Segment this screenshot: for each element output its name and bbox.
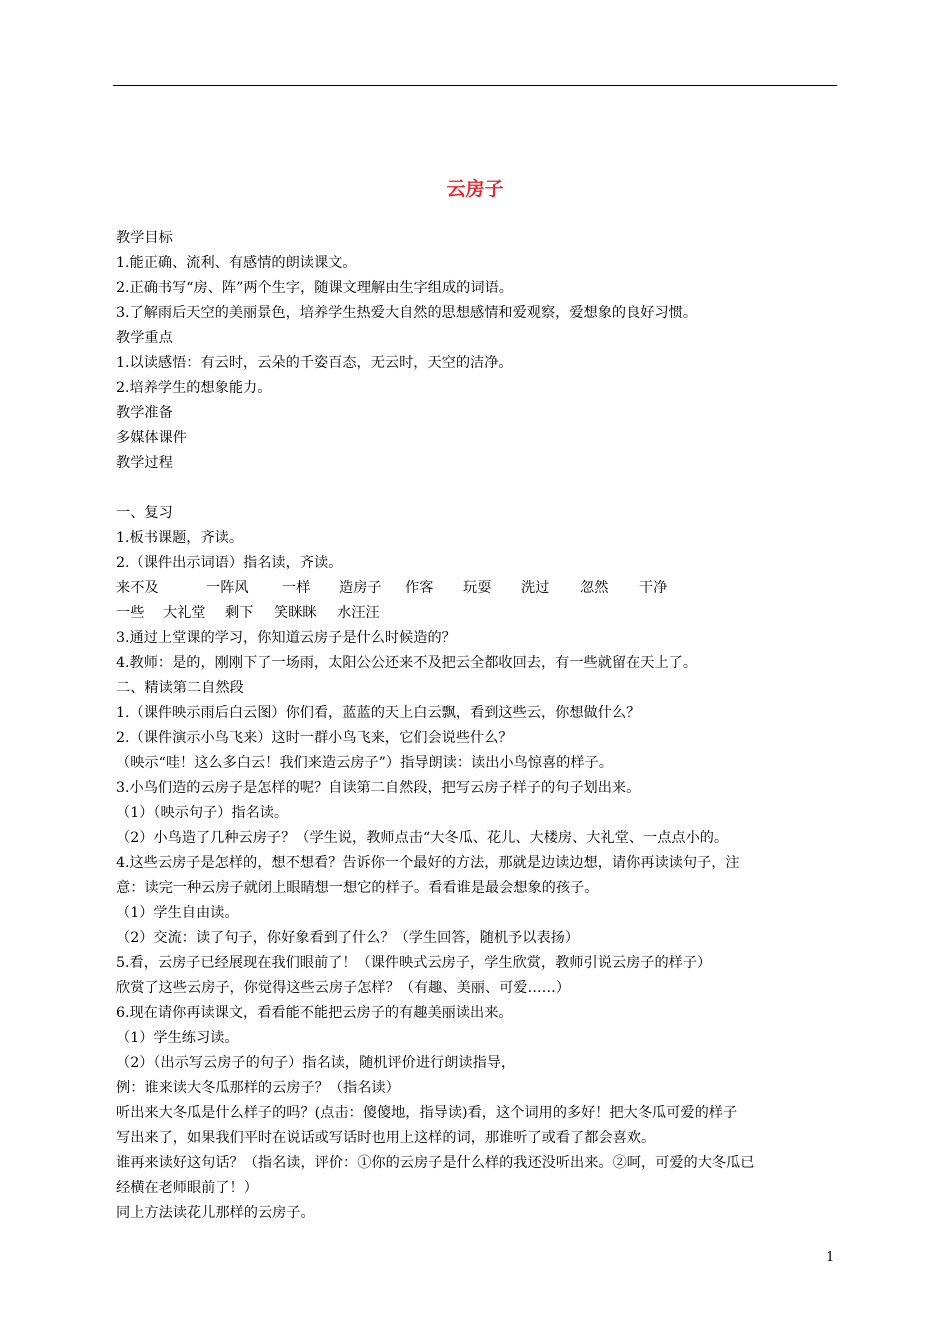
reading-line: 4.这些云房子是怎样的，想不想看？告诉你一个最好的方法，那就是边读边想，请你再读读句子，注 <box>116 855 740 871</box>
vocab-word: 一些 <box>116 605 145 621</box>
reading-line: 谁再来读好这句话？（指名读，评价：①你的云房子是什么样的我还没听出来。②呵，可爱的大冬瓜已 <box>116 1155 755 1171</box>
vocab-word: 来不及 <box>116 580 159 596</box>
reading-line: 同上方法读花儿那样的云房子。 <box>116 1205 315 1221</box>
reading-line: （2）交流：读了句子，你好象看到了什么？（学生回答，随机予以表扬） <box>116 930 580 946</box>
reading-line: 听出来大冬瓜是什么样子的吗？(点击：傻傻地，指导读)看，这个词用的多好！把大冬瓜可爱的样子 <box>116 1105 738 1121</box>
vocab-word: 忽然 <box>580 580 609 596</box>
prep-item: 多媒体课件 <box>116 430 187 446</box>
section-heading-process: 教学过程 <box>116 455 173 471</box>
section-heading-key: 教学重点 <box>116 330 173 346</box>
reading-line: 意：读完一种云房子就闭上眼睛想一想它的样子。看看谁是最会想象的孩子。 <box>116 880 599 896</box>
reading-line: （1）（映示句子）指名读。 <box>116 805 289 821</box>
review-item: 1.板书课题，齐读。 <box>116 530 244 546</box>
reading-heading: 二、精读第二自然段 <box>116 680 244 696</box>
reading-line: （2）小鸟造了几种云房子？（学生说，教师点击“大冬瓜、花儿、大楼房、大礼堂、一点点小的。 <box>116 830 729 846</box>
review-item: 4.教师：是的，刚刚下了一场雨，太阳公公还来不及把云全都收回去，有一些就留在天上了。 <box>116 655 698 671</box>
reading-line: 例：谁来读大冬瓜那样的云房子？（指名读） <box>116 1080 400 1096</box>
goal-item: 1.能正确、流利、有感情的朗读课文。 <box>116 255 357 271</box>
header-rule <box>113 85 837 86</box>
vocab-word: 干净 <box>639 580 668 596</box>
reading-line: 写出来了，如果我们平时在说话或写话时也用上这样的词，那谁听了或看了都会喜欢。 <box>116 1130 656 1146</box>
reading-line: 1.（课件映示雨后白云图）你们看，蓝蓝的天上白云飘，看到这些云，你想做什么？ <box>116 705 641 721</box>
goal-item: 2.正确书写“房、阵”两个生字，随课文理解由生字组成的词语。 <box>116 280 513 296</box>
review-item: 2.（课件出示词语）指名读，齐读。 <box>116 555 343 571</box>
reading-line: 3.小鸟们造的云房子是怎样的呢？自读第二自然段，把写云房子样子的句子划出来。 <box>116 780 641 796</box>
reading-line: 欣赏了这些云房子，你觉得这些云房子怎样？（有趣、美丽、可爱……） <box>116 980 571 996</box>
vocab-word: 玩耍 <box>463 580 492 596</box>
reading-line: 6.现在请你再读课文，看看能不能把云房子的有趣美丽读出来。 <box>116 1005 513 1021</box>
vocab-row-1 <box>116 576 840 601</box>
vocab-word: 一样 <box>282 580 311 596</box>
reading-line: （2）（出示写云房子的句子）指名读，随机评价进行朗读指导， <box>116 1055 516 1071</box>
vocab-word: 作客 <box>405 580 434 596</box>
review-heading: 一、复习 <box>116 505 173 521</box>
section-heading-goals: 教学目标 <box>116 230 173 246</box>
section-heading-prep: 教学准备 <box>116 405 173 421</box>
goal-item: 3.了解雨后天空的美丽景色，培养学生热爱大自然的思想感情和爱观察，爱想象的良好习惯。 <box>116 305 698 321</box>
reading-line: 经横在老师眼前了！） <box>116 1180 258 1196</box>
page-number: 1 <box>826 1250 835 1265</box>
vocab-word: 洗过 <box>521 580 550 596</box>
vocab-word: 水汪汪 <box>337 605 380 621</box>
reading-line: 2.（课件演示小鸟飞来）这时一群小鸟飞来，它们会说些什么？ <box>116 730 513 746</box>
key-item: 1.以读感悟：有云时，云朵的千姿百态，无云时，天空的洁净。 <box>116 355 513 371</box>
document-body <box>116 226 840 1226</box>
blank-line <box>116 476 840 501</box>
document-title: 云房子 <box>446 178 504 200</box>
key-item: 2.培养学生的想象能力。 <box>116 380 272 396</box>
vocab-word: 大礼堂 <box>163 605 206 621</box>
vocab-word: 一阵风 <box>206 580 249 596</box>
vocab-word: 造房子 <box>339 580 382 596</box>
review-item: 3.通过上堂课的学习，你知道云房子是什么时候造的？ <box>116 630 456 646</box>
vocab-word: 剩下 <box>225 605 254 621</box>
reading-line: （1）学生自由读。 <box>116 905 239 921</box>
reading-line: （1）学生练习读。 <box>116 1030 239 1046</box>
vocab-word: 笑眯眯 <box>274 605 317 621</box>
reading-line: 5.看，云房子已经展现在我们眼前了！（课件映式云房子，学生欣赏，教师引说云房子的样子） <box>116 955 712 971</box>
reading-line: （映示“哇！这么多白云！我们来造云房子”）指导朗读：读出小鸟惊喜的样子。 <box>116 755 613 771</box>
vocab-row-2 <box>116 601 840 626</box>
